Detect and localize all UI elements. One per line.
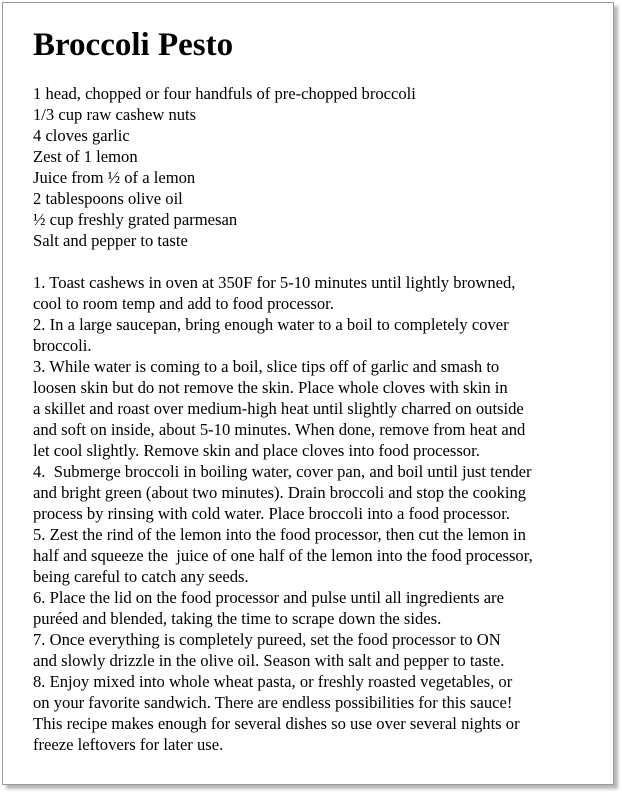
ingredient-item: 4 cloves garlic [33, 126, 130, 145]
step-line: 6. Place the lid on the food processor and pulse until all ingredients are [33, 588, 504, 607]
step-line: and slowly drizzle in the olive oil. Season with salt and pepper to taste. [33, 651, 505, 670]
ingredient-item: 1 head, chopped or four handfuls of pre-chopped broccoli [33, 84, 416, 103]
section-spacer [33, 251, 609, 272]
step-line: and bright green (about two minutes). Drain broccoli and stop the cooking [33, 483, 527, 502]
step-3 [33, 356, 609, 461]
step-line: freeze leftovers for later use. [33, 735, 224, 754]
step-line: broccoli. [33, 336, 92, 355]
ingredients-list [33, 83, 609, 251]
step-line: loosen skin but do not remove the skin. Place whole cloves with skin in [33, 378, 508, 397]
step-line: let cool slightly. Remove skin and place cloves into food processor. [33, 441, 480, 460]
step-line: 7. Once everything is completely pureed, set the food processor to ON [33, 630, 501, 649]
recipe-title: Broccoli Pesto [33, 27, 234, 63]
step-line: on your favorite sandwich. There are endless possibilities for this sauce! [33, 693, 513, 712]
step-line: 2. In a large saucepan, bring enough water to a boil to completely cover [33, 315, 509, 334]
instructions-list [33, 272, 609, 755]
step-6 [33, 587, 609, 629]
step-2 [33, 314, 609, 356]
step-line: half and squeeze the juice of one half of the lemon into the food processor, [33, 546, 533, 565]
recipe-body [33, 83, 609, 755]
step-line: process by rinsing with cold water. Place broccoli into a food processor. [33, 504, 510, 523]
step-5 [33, 524, 609, 587]
ingredient-item: ½ cup freshly grated parmesan [33, 210, 238, 229]
step-7 [33, 629, 609, 671]
ingredient-item: Juice from ½ of a lemon [33, 168, 196, 187]
ingredient-item: Salt and pepper to taste [33, 231, 188, 250]
ingredient-item: 1/3 cup raw cashew nuts [33, 105, 197, 124]
step-line: 3. While water is coming to a boil, slice tips off of garlic and smash to [33, 357, 500, 376]
recipe-page [2, 2, 614, 785]
step-line: a skillet and roast over medium-high heat until slightly charred on outside [33, 399, 524, 418]
step-1 [33, 272, 609, 314]
step-line: puréed and blended, taking the time to scrape down the sides. [33, 609, 442, 628]
step-line: 5. Zest the rind of the lemon into the food processor, then cut the lemon in [33, 525, 526, 544]
step-8 [33, 671, 609, 755]
ingredient-item: Zest of 1 lemon [33, 147, 138, 166]
step-line: This recipe makes enough for several dishes so use over several nights or [33, 714, 520, 733]
step-line: being careful to catch any seeds. [33, 567, 249, 586]
step-line: 8. Enjoy mixed into whole wheat pasta, or freshly roasted vegetables, or [33, 672, 513, 691]
ingredient-item: 2 tablespoons olive oil [33, 189, 183, 208]
step-line: cool to room temp and add to food processor. [33, 294, 334, 313]
step-line: 4. Submerge broccoli in boiling water, cover pan, and boil until just tender [33, 462, 532, 481]
step-line: and soft on inside, about 5-10 minutes. When done, remove from heat and [33, 420, 526, 439]
step-4 [33, 461, 609, 524]
step-line: 1. Toast cashews in oven at 350F for 5-10 minutes until lightly browned, [33, 273, 516, 292]
